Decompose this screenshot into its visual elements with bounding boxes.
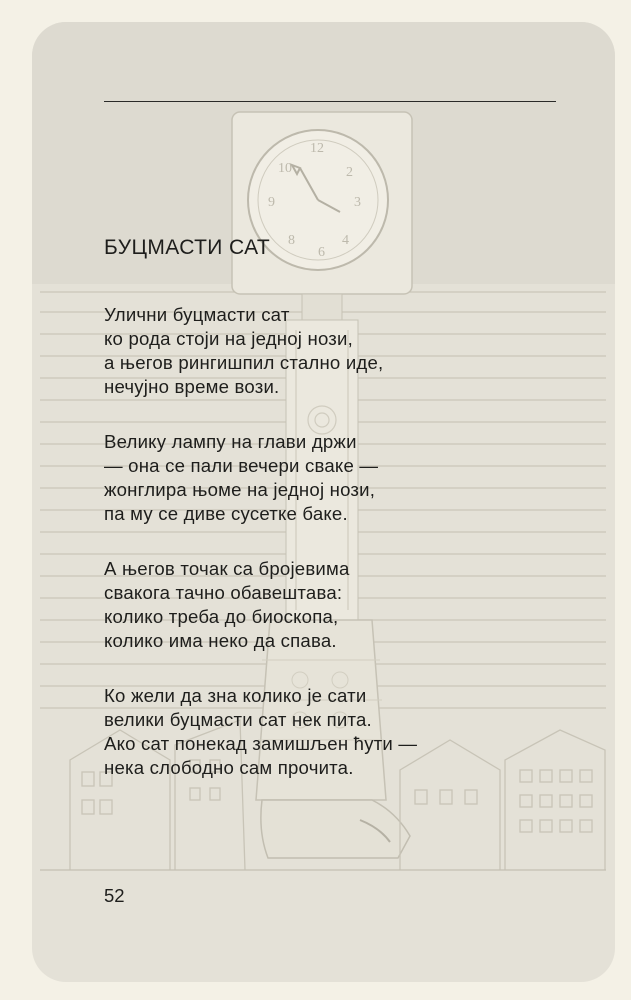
poem-line: Ко жели да зна колико је сати bbox=[104, 685, 367, 706]
poem-body bbox=[104, 303, 524, 811]
svg-text:9: 9 bbox=[268, 195, 275, 210]
svg-text:3: 3 bbox=[354, 195, 361, 210]
poem-line: колико има неко да спава. bbox=[104, 630, 337, 651]
svg-text:8: 8 bbox=[288, 233, 295, 248]
svg-text:12: 12 bbox=[310, 141, 324, 156]
poem-title: БУЦМАСТИ САТ bbox=[104, 236, 271, 259]
stanza bbox=[104, 303, 524, 399]
page-number: 52 bbox=[104, 885, 125, 906]
poem-line: ко рода стоји на једној нози, bbox=[104, 328, 353, 349]
poem-line: нека слободно сам прочита. bbox=[104, 757, 354, 778]
poem-line: па му се диве сусетке баке. bbox=[104, 503, 348, 524]
poem-line: Улични буцмасти сат bbox=[104, 304, 290, 325]
poem-line: нечујно време вози. bbox=[104, 376, 280, 397]
stanza bbox=[104, 557, 524, 653]
poem-line: свакога тачно обавештава: bbox=[104, 582, 343, 603]
poem-line: Ако сат понекад замишљен ћути — bbox=[104, 733, 418, 754]
poem-line: жонглира њоме на једној нози, bbox=[104, 479, 376, 500]
svg-text:6: 6 bbox=[318, 245, 325, 260]
poem-line: — она се пали вечери сваке — bbox=[104, 455, 379, 476]
stanza bbox=[104, 430, 524, 526]
svg-text:10: 10 bbox=[278, 161, 292, 176]
stanza bbox=[104, 684, 524, 780]
poem-line: А његов точак са бројевима bbox=[104, 558, 350, 579]
poem-line: колико треба до биоскопа, bbox=[104, 606, 339, 627]
svg-text:4: 4 bbox=[342, 233, 349, 248]
svg-text:2: 2 bbox=[346, 165, 353, 180]
poem-line: Велику лампу на глави држи bbox=[104, 431, 357, 452]
poem-line: а његов рингишпил стално иде, bbox=[104, 352, 384, 373]
poem-line: велики буцмасти сат нек пита. bbox=[104, 709, 372, 730]
header-rule bbox=[104, 101, 556, 102]
